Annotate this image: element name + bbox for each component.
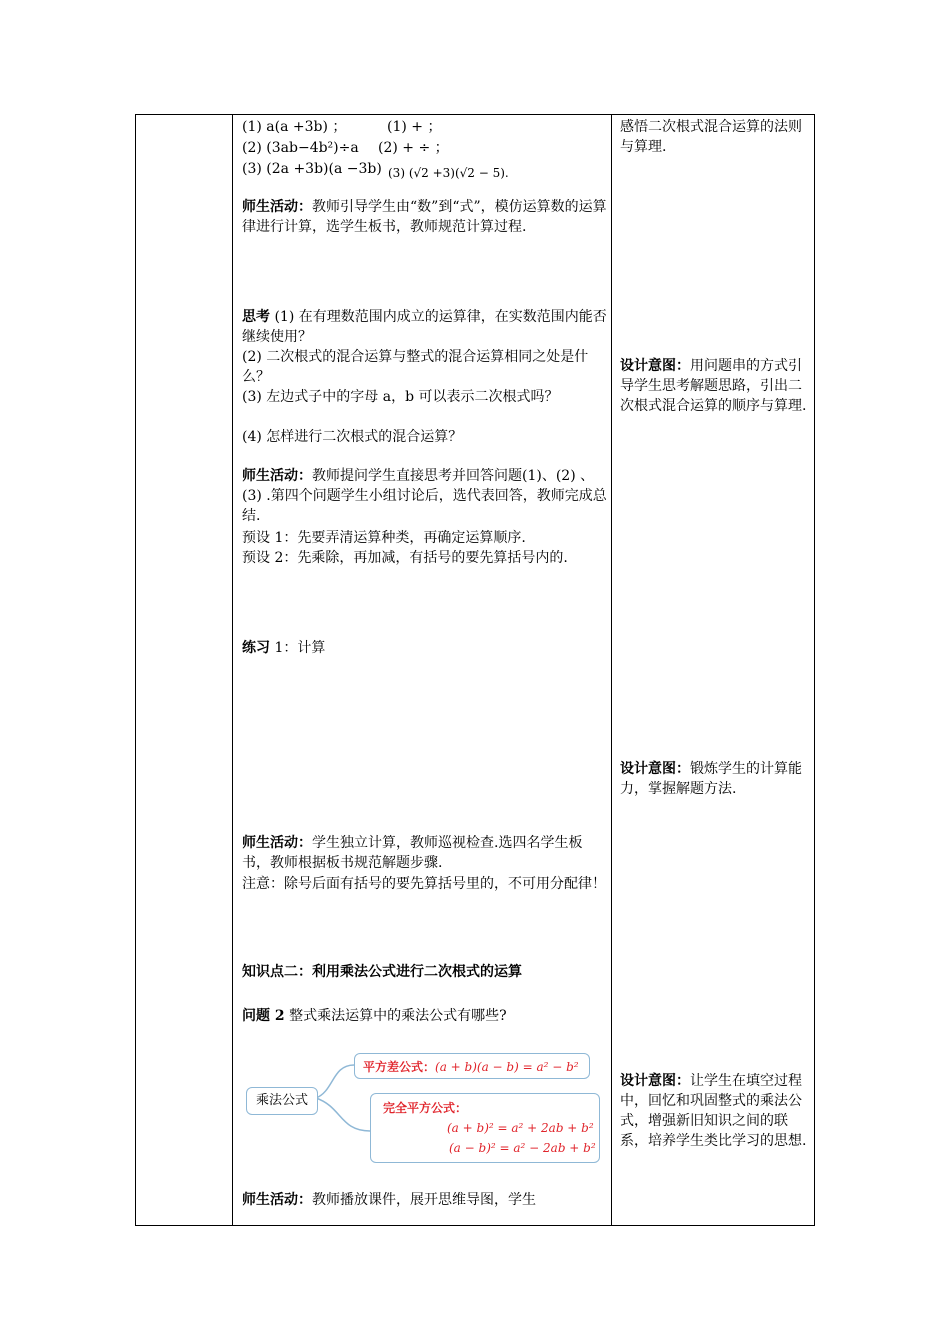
example-3-left: (3) (2a +3b)(a −3b): [242, 161, 382, 177]
intent-2-text: 锻炼学生的计算能力，掌握解题方法.: [620, 761, 802, 797]
lesson-table: [135, 114, 815, 1226]
mind-map-root-label: 乘法公式: [255, 1093, 308, 1108]
example-2: [242, 138, 610, 158]
activity-4: [242, 1190, 610, 1210]
activity-3-text: 学生独立计算，教师巡视检查.选四名学生板书，教师根据板书规范解题步骤.: [242, 835, 583, 871]
activity-2: [242, 466, 610, 526]
preset-2: 预设 2：先乘除，再加减，有括号的要先算括号内的.: [242, 550, 568, 566]
node-2-formula-1: (a + b)² = a² + 2ab + b²: [447, 1121, 594, 1135]
activity-1-text: 教师引导学生由“数”到“式”，模仿运算数的运算律进行计算，选学生板书，教师规范计算过程.: [242, 199, 607, 235]
activity-1-label: 师生活动：: [242, 199, 312, 215]
knowledge-point-2: 知识点二：利用乘法公式进行二次根式的运算: [242, 964, 522, 980]
question-2: [242, 1006, 610, 1026]
question-2-text: 整式乘法运算中的乘法公式有哪些?: [284, 1008, 507, 1024]
example-1-left: (1) a(a +3b) ；: [242, 119, 347, 135]
practice-1: [242, 638, 610, 658]
think-label: 思考: [242, 309, 270, 325]
node-1-title: 平方差公式：: [363, 1060, 436, 1074]
intent-0: 感悟二次根式混合运算的法则与算理.: [620, 119, 802, 155]
example-3-right: (3) (√2 +3)(√2 − 5).: [388, 166, 509, 180]
activity-2-label: 师生活动：: [242, 468, 312, 484]
activity-4-label: 师生活动：: [242, 1192, 312, 1208]
mind-map-root: [246, 1087, 318, 1115]
intent-2-label: 设计意图：: [620, 761, 690, 777]
example-1-right: (1) + ；: [387, 119, 442, 135]
activity-2-text: 教师提问学生直接思考并回答问题(1)、(2) 、(3) .第四个问题学生小组讨论后，选代表回答，教师完成总结.: [242, 468, 607, 524]
activity-4-text: 教师播放课件，展开思维导图，学生: [312, 1192, 536, 1208]
node-1-formula: (a + b)(a − b) = a² − b²: [435, 1060, 579, 1074]
question-2-label: 问题 2: [242, 1008, 285, 1024]
preset-1: 预设 1：先要弄清运算种类，再确定运算顺序.: [242, 530, 526, 546]
think-q1: [242, 307, 610, 347]
node-2-title: 完全平方公式：: [383, 1101, 468, 1115]
example-2-left: (2) (3ab−4b²)÷a: [242, 140, 359, 156]
activity-1: [242, 197, 610, 237]
column-divider: [611, 115, 612, 1225]
mind-map-node-perfect-square: [370, 1093, 600, 1163]
think-q4: (4) 怎样进行二次根式的混合运算？: [242, 429, 463, 445]
intent-1: [620, 356, 808, 416]
example-1: [242, 117, 610, 137]
mind-map: [242, 1051, 610, 1171]
think-q2: (2) 二次根式的混合运算与整式的混合运算相同之处是什么？: [242, 349, 589, 385]
activity-3-note: 注意：除号后面有括号的要先算括号里的，不可用分配律！: [242, 876, 606, 892]
activity-3-label: 师生活动：: [242, 835, 312, 851]
intent-3: [620, 1071, 808, 1151]
activity-3: [242, 833, 610, 873]
mind-map-node-difference-of-squares: [354, 1053, 590, 1079]
intent-1-text: 用问题串的方式引导学生思考解题思路，引出二次根式混合运算的顺序与算理.: [620, 358, 807, 414]
think-q3: (3) 左边式子中的字母 a，b 可以表示二次根式吗？: [242, 389, 559, 405]
intent-3-label: 设计意图：: [620, 1073, 690, 1089]
example-2-right: (2) + ÷ ；: [378, 140, 449, 156]
practice-label: 练习: [242, 640, 270, 656]
column-divider: [232, 115, 233, 1225]
intent-1-label: 设计意图：: [620, 358, 690, 374]
intent-2: [620, 759, 808, 799]
practice-text: 1：计算: [270, 640, 326, 656]
node-2-formula-2: (a − b)² = a² − 2ab + b²: [449, 1141, 596, 1155]
example-3: [242, 159, 610, 179]
intent-3-text: 让学生在填空过程中，回忆和巩固整式的乘法公式，增强新旧知识之间的联系，培养学生类比学习的思想.: [620, 1073, 807, 1149]
think-q1-text: (1) 在有理数范围内成立的运算律，在实数范围内能否继续使用？: [242, 309, 607, 345]
